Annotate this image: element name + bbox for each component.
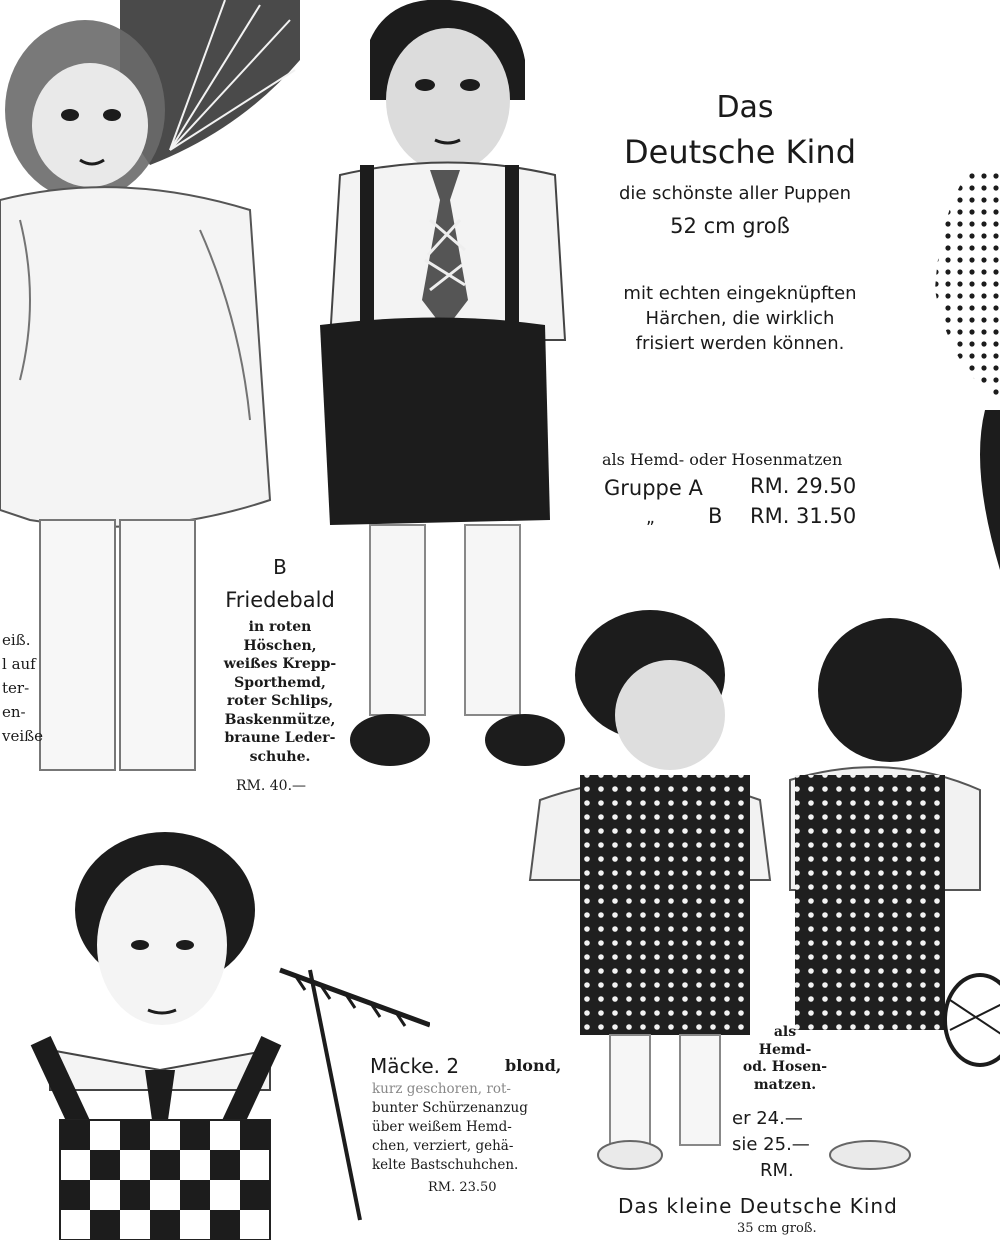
fragment-line: l auf — [2, 655, 36, 673]
fragment-line: eiß. — [2, 631, 31, 649]
maecke-name: Mäcke. 2 — [370, 1054, 460, 1078]
friedebald-line: Sporthemd, — [234, 674, 326, 691]
friedebald-line: in roten — [248, 619, 312, 635]
subtitle-schoenste: die schönste aller Puppen — [618, 183, 852, 204]
friedebald-price: RM. 40.— — [236, 778, 307, 794]
small-doll-pair-illustration — [510, 600, 1000, 1190]
maecke-line: über weißem Hemd- — [372, 1119, 512, 1135]
description-line: mit echten eingeknüpften — [623, 283, 857, 304]
friedebald-line: schuhe. — [249, 748, 311, 765]
friedebald-line: roter Schlips, — [226, 693, 334, 709]
pricing-row-a-price: RM. 29.50 — [750, 474, 857, 498]
small-kind-description — [725, 1024, 845, 1094]
maecke-line: chen, verziert, gehä- — [372, 1138, 514, 1154]
small-kind-line: od. Hosen- — [742, 1059, 828, 1075]
friedebald-description — [200, 618, 360, 766]
pricing-row-a-label: Gruppe A — [604, 476, 703, 500]
friedebald-line: weißes Krepp- — [223, 656, 337, 672]
small-kind-currency: RM. — [760, 1160, 794, 1181]
fragment-line: veiße — [2, 727, 44, 745]
small-kind-line: Hemd- — [758, 1041, 812, 1058]
maecke-line: kelte Bastschuhchen. — [372, 1157, 519, 1173]
fragment-line: ter- — [2, 679, 30, 697]
maecke-line: bunter Schürzenanzug — [372, 1100, 528, 1116]
pricing-row-b-label: B — [708, 504, 723, 528]
small-kind-title: Das kleine Deutsche Kind — [618, 1194, 898, 1218]
maecke-line: kurz geschoren, rot- — [372, 1081, 511, 1097]
subtitle-size: 52 cm groß — [670, 214, 790, 238]
maecke-price: RM. 23.50 — [428, 1180, 497, 1195]
fragment-line: en- — [2, 703, 26, 721]
pricing-row-b-prefix: „ — [646, 508, 655, 528]
description-line: Härchen, die wirklich — [645, 308, 835, 329]
small-kind-price-er: er 24.— — [732, 1108, 803, 1129]
description-line: frisiert werden können. — [635, 333, 845, 354]
maecke-name-suffix: blond, — [505, 1056, 562, 1075]
title-deutsche-kind: Deutsche Kind — [623, 133, 857, 171]
description-block — [580, 281, 900, 356]
left-fragment-text — [2, 628, 43, 748]
small-kind-price-sie: sie 25.— — [732, 1134, 810, 1155]
friedebald-name: Friedebald — [225, 588, 335, 612]
friedebald-line: Baskenmütze, — [224, 711, 336, 728]
maecke-doll-illustration — [30, 820, 430, 1240]
friedebald-line: Höschen, — [243, 637, 317, 654]
title-das: Das — [716, 90, 774, 125]
pricing-row-b-price: RM. 31.50 — [750, 504, 857, 528]
small-kind-line: matzen. — [753, 1076, 817, 1093]
small-kind-line: als — [773, 1024, 797, 1040]
friedebald-letter: B — [273, 555, 287, 579]
small-kind-size: 35 cm groß. — [737, 1221, 817, 1236]
polka-dot-dress-fragment — [930, 170, 1000, 570]
friedebald-line: braune Leder- — [224, 730, 336, 746]
pricing-intro: als Hemd- oder Hosenmatzen — [602, 450, 843, 469]
maecke-description — [372, 1080, 572, 1175]
